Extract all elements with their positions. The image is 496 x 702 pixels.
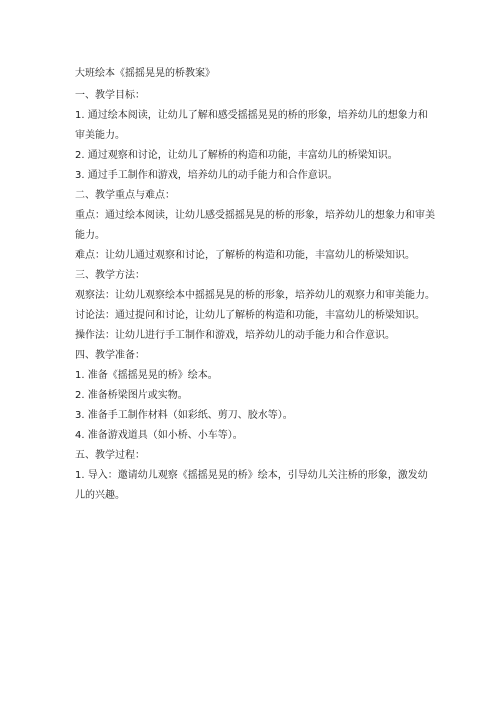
section-heading-objectives: 一、教学目标： bbox=[75, 90, 145, 101]
objective-item-3: 3. 通过手工制作和游戏，培养幼儿的动手能力和合作意识。 bbox=[75, 170, 338, 181]
section-heading-process: 五、教学过程： bbox=[75, 450, 145, 461]
process-item-1: 1. 导入：邀请幼儿观察《摇摇晃晃的桥》绘本，引导幼儿关注桥的形象，激发幼儿的兴趣。 bbox=[75, 470, 428, 501]
preparation-item-4: 4. 准备游戏道具（如小桥、小车等）。 bbox=[75, 430, 243, 441]
preparation-item-3: 3. 准备手工制作材料（如彩纸、剪刀、胶水等）。 bbox=[75, 410, 293, 421]
key-point-focus: 重点：通过绘本阅读，让幼儿感受摇摇晃晃的桥的形象，培养幼儿的想象力和审美能力。 bbox=[75, 210, 435, 241]
objective-item-1: 1. 通过绘本阅读，让幼儿了解和感受摇摇晃晃的桥的形象，培养幼儿的想象力和审美能力。 bbox=[75, 110, 428, 141]
document-title: 大班绘本《摇摇晃晃的桥教案》 bbox=[75, 68, 215, 79]
key-point-difficulty: 难点：让幼儿通过观察和讨论，了解桥的构造和功能，丰富幼儿的桥梁知识。 bbox=[75, 250, 415, 261]
method-observation: 观察法：让幼儿观察绘本中摇摇晃晃的桥的形象，培养幼儿的观察力和审美能力。 bbox=[75, 290, 435, 301]
method-operation: 操作法：让幼儿进行手工制作和游戏，培养幼儿的动手能力和合作意识。 bbox=[75, 330, 395, 341]
objective-item-2: 2. 通过观察和讨论，让幼儿了解桥的构造和功能，丰富幼儿的桥梁知识。 bbox=[75, 150, 398, 161]
section-heading-methods: 三、教学方法： bbox=[75, 270, 145, 281]
section-heading-key-points: 二、教学重点与难点： bbox=[75, 190, 175, 201]
section-heading-preparation: 四、教学准备： bbox=[75, 350, 145, 361]
document-page bbox=[75, 64, 435, 506]
preparation-item-1: 1. 准备《摇摇晃晃的桥》绘本。 bbox=[75, 370, 218, 381]
method-discussion: 讨论法：通过提问和讨论，让幼儿了解桥的构造和功能，丰富幼儿的桥梁知识。 bbox=[75, 310, 425, 321]
preparation-item-2: 2. 准备桥梁图片或实物。 bbox=[75, 390, 188, 401]
